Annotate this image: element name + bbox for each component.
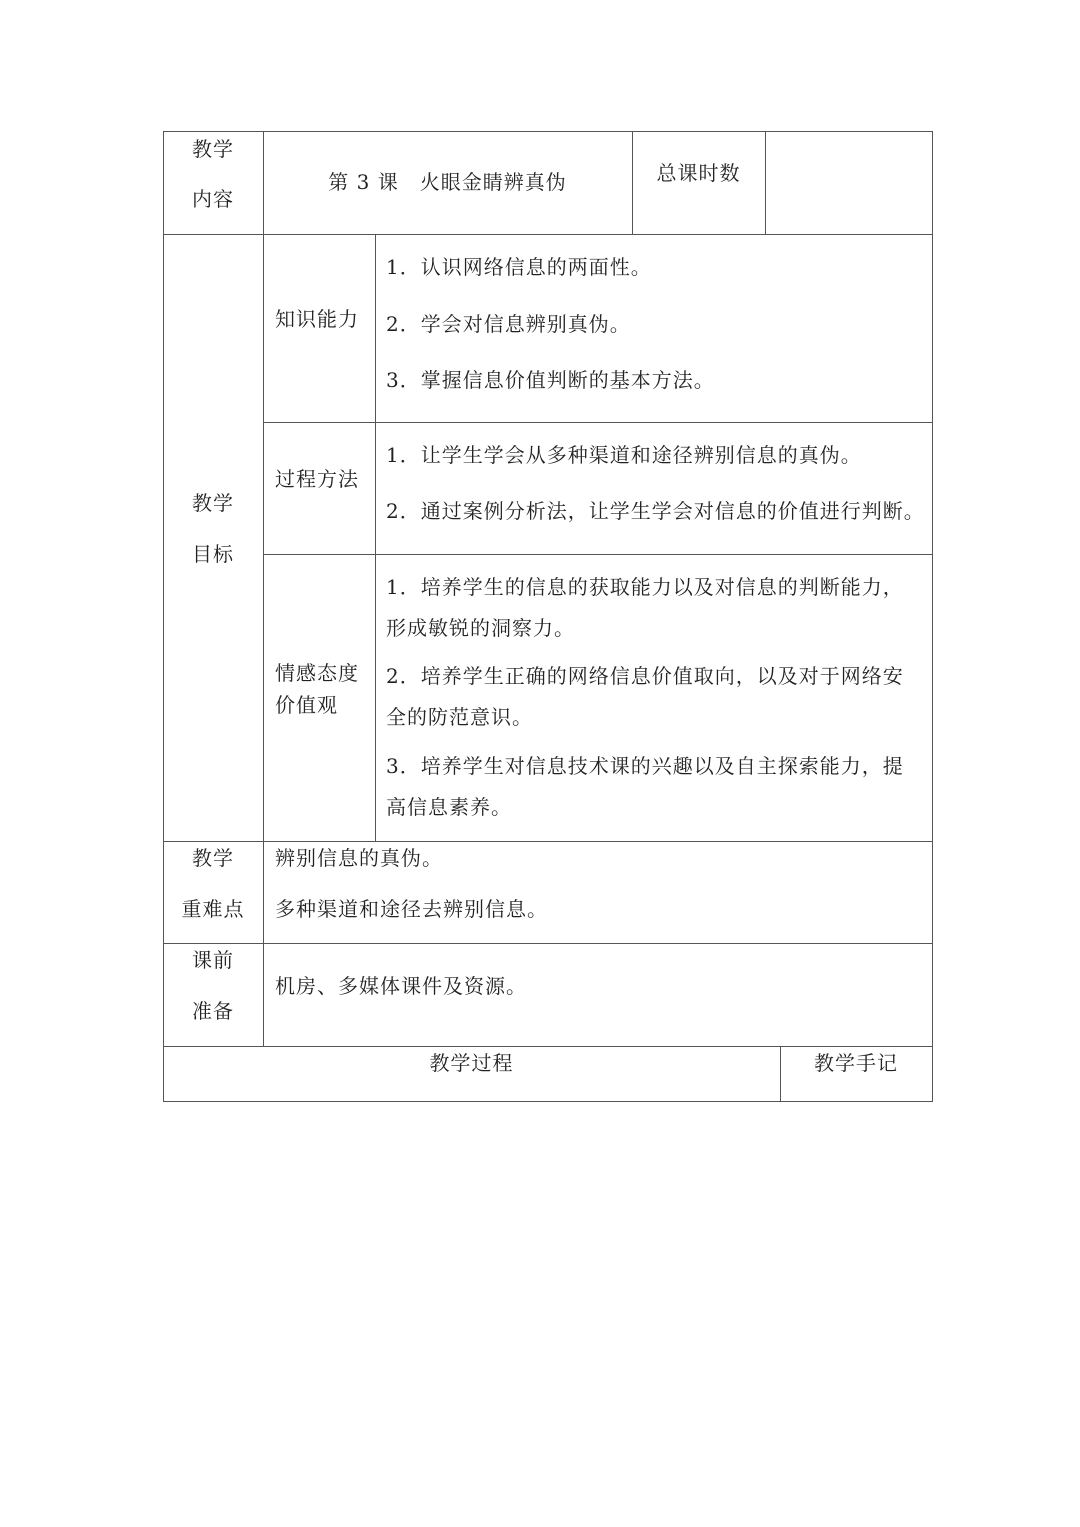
table-border-top <box>163 131 933 132</box>
row-divider <box>163 1046 933 1047</box>
sublabel-column-divider <box>375 234 376 841</box>
list-item: 1．认识网络信息的两面性。 <box>386 255 652 279</box>
attitude-text-line: 1．培养学生的信息的获取能力以及对信息的判断能力， <box>386 575 904 599</box>
lesson-title: 第 3 课 火眼金睛辨真伪 <box>328 170 567 194</box>
attitude-text-line: 全的防范意识。 <box>386 705 533 729</box>
hours-value-divider <box>765 131 766 234</box>
attitude-text-line: 3．培养学生对信息技术课的兴趣以及自主探索能力，提 <box>386 754 904 778</box>
key-points-label-1: 教学 <box>192 846 234 870</box>
row-divider <box>263 422 933 423</box>
key-points-label-2: 重难点 <box>181 897 245 921</box>
label-column-divider <box>263 131 264 1046</box>
attitude-label-2: 价值观 <box>275 693 338 717</box>
list-item: 1．让学生学会从多种渠道和途径辨别信息的真伪。 <box>386 443 862 467</box>
row-divider <box>163 841 933 842</box>
list-item: 辨别信息的真伪。 <box>275 846 443 870</box>
attitude-text-line: 高信息素养。 <box>386 795 512 819</box>
table-border-right <box>932 131 933 1102</box>
row-divider <box>163 234 933 235</box>
preparation-text: 机房、多媒体课件及资源。 <box>275 974 527 998</box>
row-divider <box>263 554 933 555</box>
list-item: 2．通过案例分析法，让学生学会对信息的价值进行判断。 <box>386 499 925 523</box>
teaching-goals-label-2: 目标 <box>192 542 234 566</box>
knowledge-label: 知识能力 <box>275 307 359 331</box>
teaching-content-label-2: 内容 <box>192 187 234 211</box>
preparation-label-2: 准备 <box>192 999 234 1023</box>
list-item: 2．学会对信息辨别真伪。 <box>386 312 631 336</box>
attitude-text-line: 2．培养学生正确的网络信息价值取向，以及对于网络安 <box>386 664 904 688</box>
row-divider <box>163 943 933 944</box>
attitude-label-1: 情感态度 <box>275 661 359 685</box>
list-item: 3．掌握信息价值判断的基本方法。 <box>386 368 715 392</box>
teaching-goals-label-1: 教学 <box>192 491 234 515</box>
table-border-bottom <box>163 1101 933 1102</box>
teaching-content-label-1: 教学 <box>192 137 234 161</box>
total-hours-label: 总课时数 <box>656 161 741 185</box>
process-label: 过程方法 <box>275 467 359 491</box>
teaching-notes-header: 教学手记 <box>814 1051 898 1075</box>
attitude-text-line: 形成敏锐的洞察力。 <box>386 616 575 640</box>
list-item: 多种渠道和途径去辨别信息。 <box>275 897 548 921</box>
preparation-label-1: 课前 <box>192 948 234 972</box>
teaching-process-header: 教学过程 <box>429 1051 514 1075</box>
